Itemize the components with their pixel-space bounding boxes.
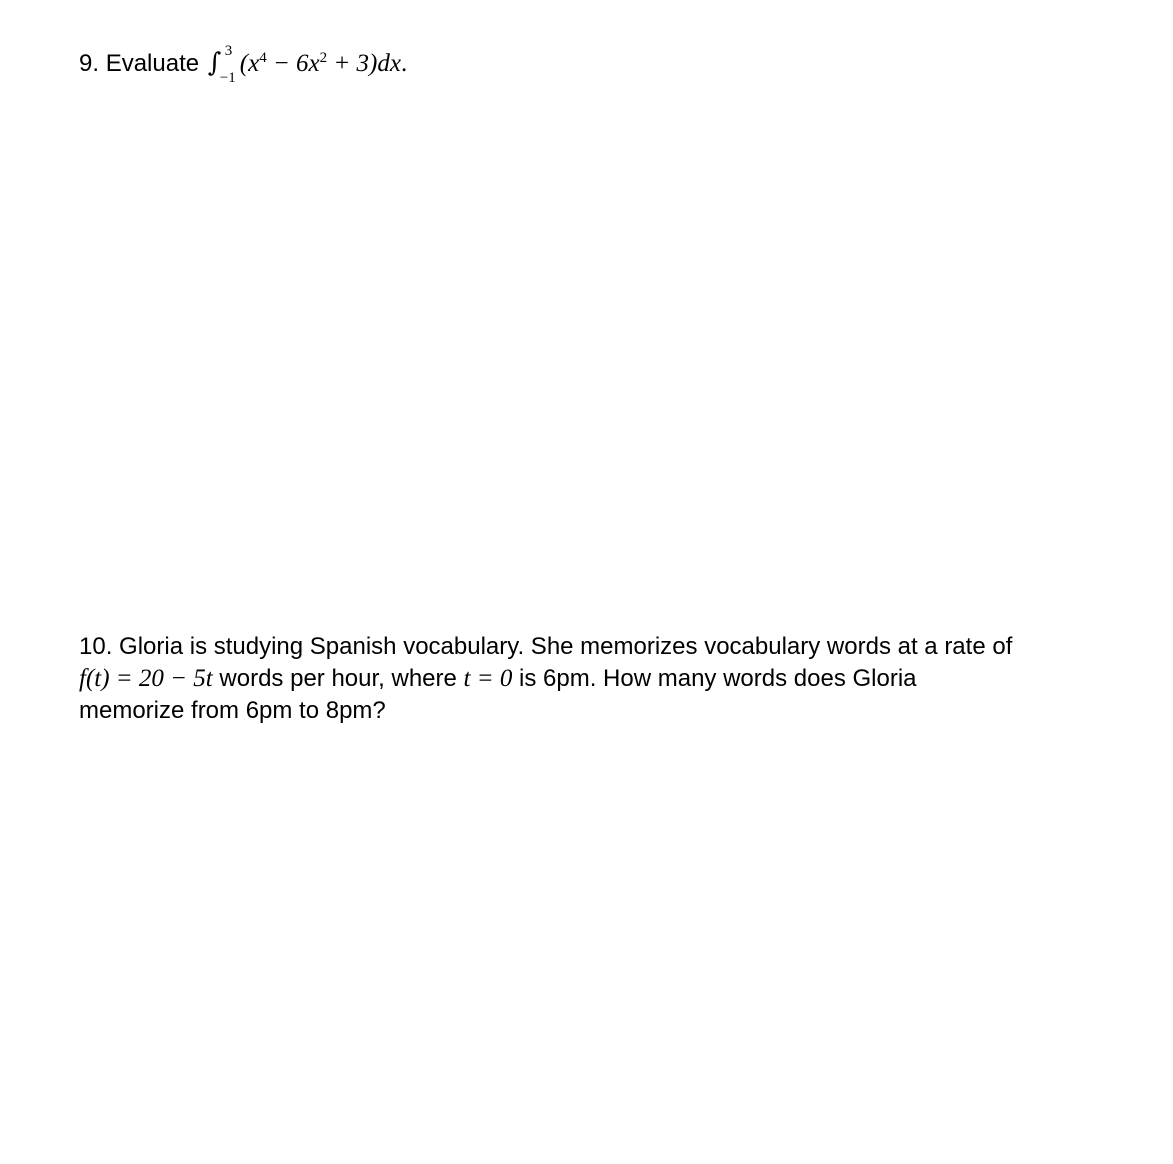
integrand-open: (x (239, 50, 260, 77)
integral-upper-limit: 3 (224, 43, 233, 59)
exponent-2: 2 (319, 50, 328, 66)
problem-10-line-2 (79, 663, 1079, 695)
problem-9-period: . (400, 50, 408, 77)
rate-function: f(t) = 20 − 5t (79, 665, 213, 692)
exponent-4: 4 (259, 50, 267, 66)
integrand-middle: − 6x (266, 50, 320, 77)
problem-10 (79, 631, 1079, 727)
problem-9 (79, 43, 408, 86)
problem-10-text-1: Gloria is studying Spanish vocabulary. She memorizes vocabulary words at a rate of (119, 633, 1013, 660)
integral-lower-limit: −1 (219, 70, 236, 86)
problem-10-number: 10. (79, 633, 113, 660)
problem-9-number: 9. (79, 50, 100, 77)
problem-9-prompt: Evaluate (105, 50, 200, 77)
time-condition: t = 0 (463, 665, 513, 692)
problem-10-text-3: is 6pm. How many words does Gloria (512, 665, 917, 692)
integral-sign: ∫ 3 −1 (206, 48, 240, 80)
problem-10-line-3 (79, 695, 1079, 727)
problem-10-text-2: words per hour, where (212, 665, 464, 692)
problem-10-text-4: memorize from 6pm to 8pm? (79, 697, 386, 724)
integrand-close: + 3)dx (327, 50, 401, 77)
problem-10-line-1 (79, 631, 1079, 663)
